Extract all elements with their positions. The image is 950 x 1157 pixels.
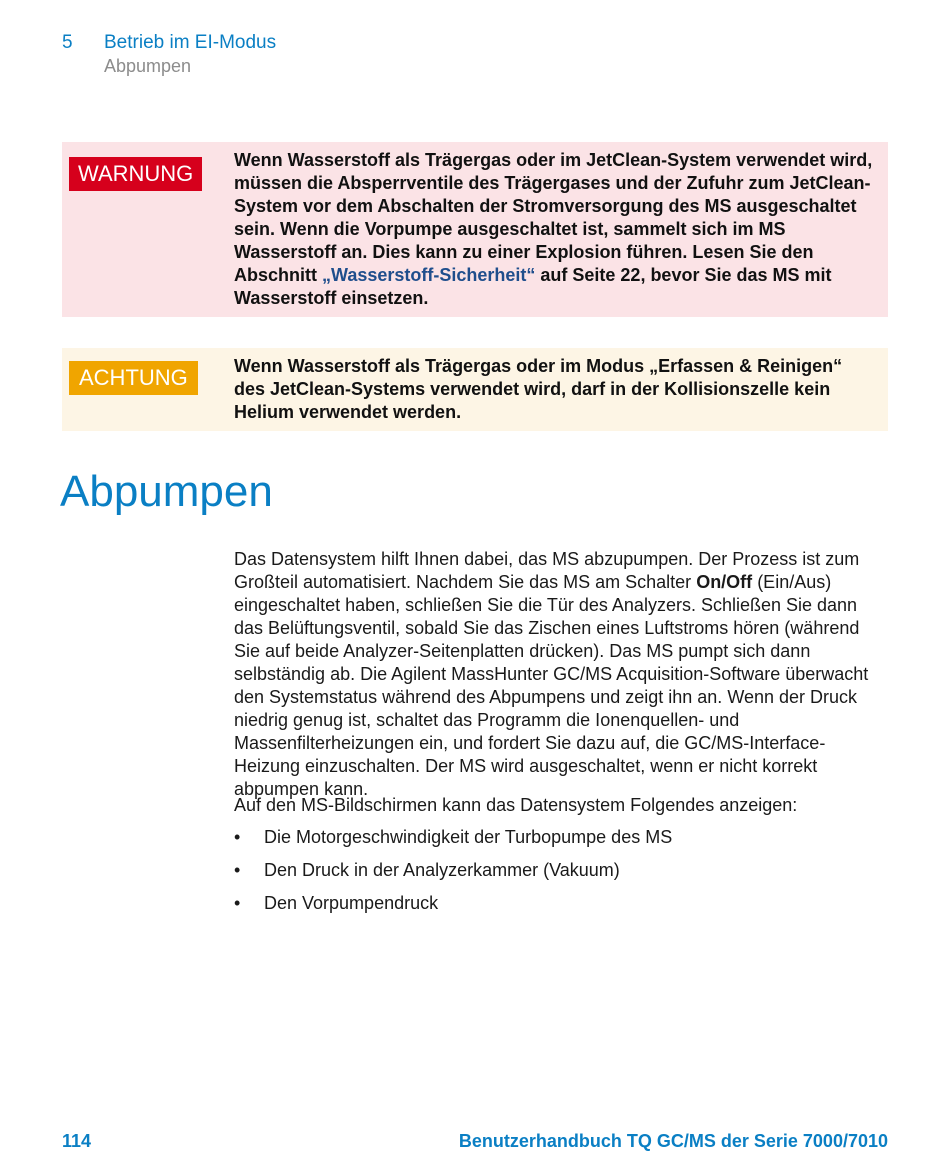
- list-intro: Auf den MS-Bildschirmen kann das Datensystem Folgendes anzeigen:: [234, 795, 798, 815]
- caution-label: ACHTUNG: [69, 361, 198, 395]
- warning-label: WARNUNG: [69, 157, 202, 191]
- warning-text-after: auf Seite 22, bevor Sie das MS mit Wasserstoff einsetzen.: [234, 265, 832, 308]
- warning-box: [62, 142, 888, 317]
- paragraph-part-2: (Ein/Aus) eingeschaltet haben, schließen Sie die Tür des Analyzers. Schließen Sie dann das Belüftungsventil, sobald Sie das Zischen eines Luftstroms hören (während Sie auf beide Analyzer-Seitenplatten drücken). Das MS pumpt sich dann selbständig ab. Die Agilent MassHunter GC/MS Acquisition-Software überwacht den Systemstatus während des Abpumpens und zeigt ihn an. Wenn der Druck niedrig genug ist, schaltet das Programm die Ionenquellen- und Massenfilterheizungen ein, und fordert Sie dazu auf, die GC/MS-Interface-Heizung einzuschalten. Der MS wird ausgeschaltet, wenn er nicht korrekt abpumpen kann.: [234, 572, 869, 799]
- bullet-icon: •: [234, 860, 241, 880]
- hydrogen-safety-link[interactable]: „Wasserstoff-Sicherheit“: [322, 265, 536, 285]
- book-title: Benutzerhandbuch TQ GC/MS der Serie 7000/7010: [458, 1131, 888, 1151]
- bullet-icon: •: [234, 827, 241, 847]
- list-item-text: Den Vorpumpendruck: [264, 893, 439, 913]
- chapter-number: 5: [62, 32, 73, 53]
- chapter-title: Betrieb im EI-Modus: [104, 32, 277, 53]
- body-paragraph: [234, 548, 890, 801]
- page-number: 114: [62, 1131, 92, 1151]
- paragraph-part-1: Das Datensystem hilft Ihnen dabei, das MS abzupumpen. Der Prozess ist zum Großteil automatisiert. Nachdem Sie das MS am Schalter: [234, 549, 860, 592]
- warning-text: [234, 149, 874, 310]
- list-item-text: Die Motorgeschwindigkeit der Turbopumpe des MS: [264, 827, 673, 847]
- warning-text-before: Wenn Wasserstoff als Trägergas oder im JetClean-System verwendet wird, müssen die Absperrventile des Trägergases und der Zufuhr zum JetClean-System vor dem Abschalten der Stromversorgung des MS ausgeschaltet sein. Wenn die Vorpumpe ausgeschaltet ist, sammelt sich im MS Wasserstoff an. Dies kann zu einer Explosion führen. Lesen Sie den Abschnitt: [234, 150, 873, 285]
- list-item-text: Den Druck in der Analyzerkammer (Vakuum): [264, 860, 620, 880]
- section-heading: Abpumpen: [60, 467, 273, 516]
- on-off-term: On/Off: [696, 572, 753, 592]
- section-title: Abpumpen: [104, 56, 192, 76]
- caution-box: [62, 348, 888, 431]
- bullet-icon: •: [234, 893, 241, 913]
- caution-text: Wenn Wasserstoff als Trägergas oder im Modus „Erfassen & Reinigen“ des JetClean-Systems verwendet wird, darf in der Kollisionszelle kein Helium verwendet werden.: [234, 356, 843, 422]
